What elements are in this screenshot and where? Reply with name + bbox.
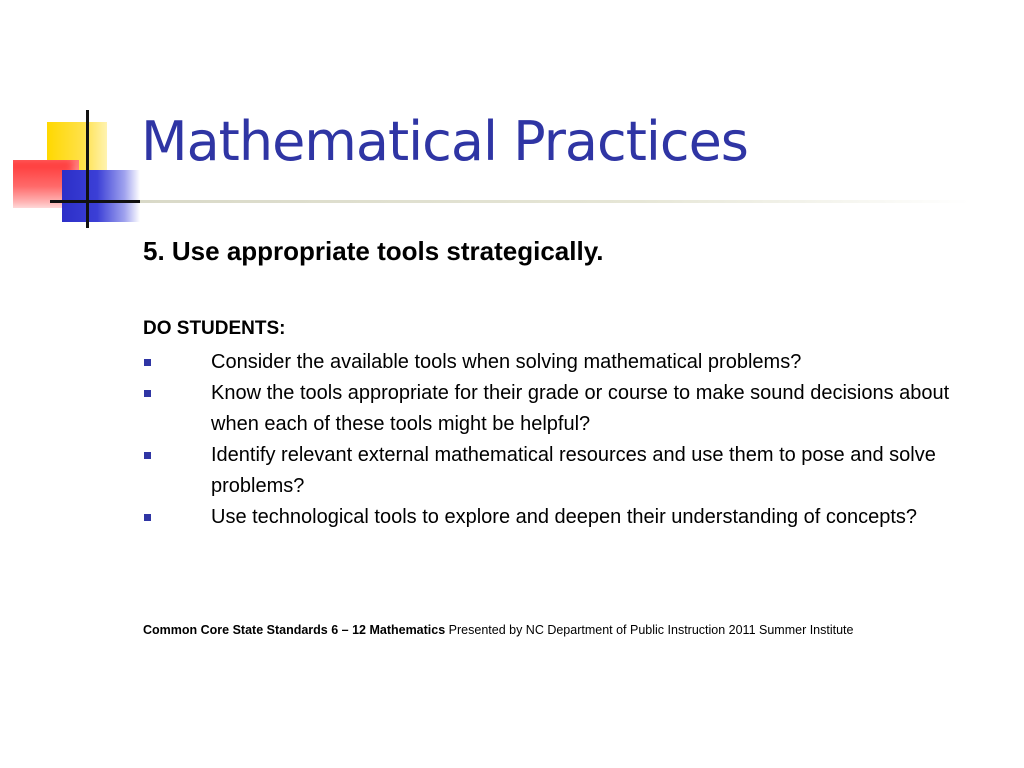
bullet-text: Use technological tools to explore and deepen their understanding of concepts? [211, 506, 918, 528]
square-bullet-icon [144, 390, 151, 397]
square-bullet-icon [144, 359, 151, 366]
bullet-item [143, 347, 973, 378]
bullet-text: Consider the available tools when solving mathematical problems? [211, 351, 802, 373]
section-label: DO STUDENTS: [143, 318, 286, 339]
bullet-text: Identify relevant external mathematical resources and use them to pose and solve problems? [211, 444, 936, 497]
square-bullet-icon [144, 514, 151, 521]
slide-footer [143, 623, 853, 637]
bullet-text: Know the tools appropriate for their grade or course to make sound decisions about when each of these tools might be helpful? [211, 382, 950, 435]
decorative-blue-square [62, 170, 140, 222]
footer-bold-text: Common Core State Standards 6 – 12 Mathematics [143, 623, 446, 637]
title-underline [140, 200, 970, 203]
decorative-horizontal-line [50, 200, 150, 203]
decorative-vertical-line [86, 110, 89, 228]
bullet-item [143, 378, 973, 440]
bullet-list [143, 347, 973, 533]
bullet-item [143, 502, 973, 533]
slide-subtitle: 5. Use appropriate tools strategically. [143, 236, 604, 266]
square-bullet-icon [144, 452, 151, 459]
footer-regular-text: Presented by NC Department of Public Instruction 2011 Summer Institute [445, 623, 854, 637]
bullet-item [143, 440, 973, 502]
slide-title: Mathematical Practices [141, 110, 748, 173]
